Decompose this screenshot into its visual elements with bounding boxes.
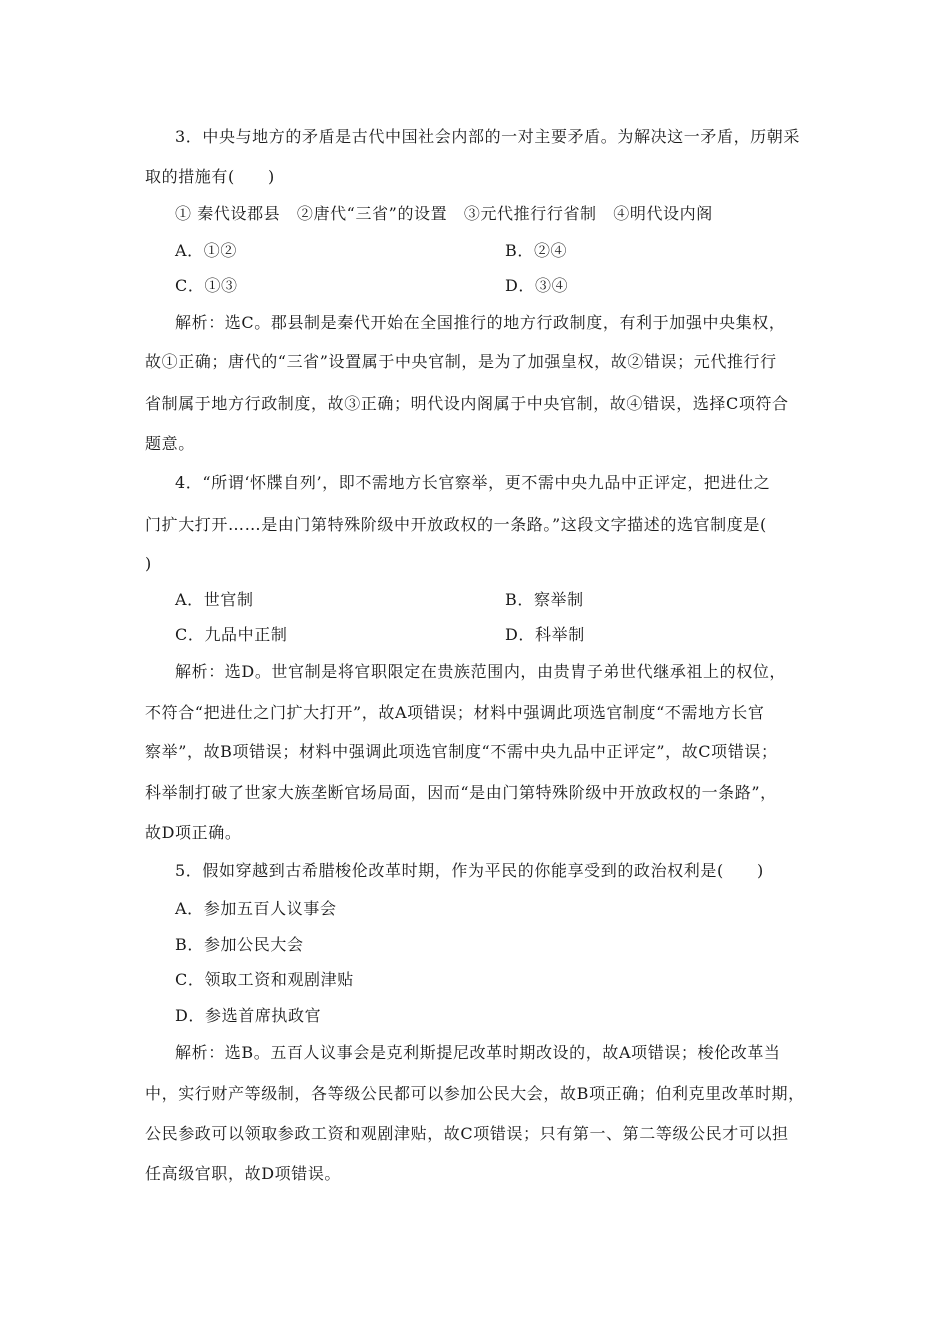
q3-analysis-line-3: 省制属于地方行政制度，故③正确；明代设内阁属于中央官制，故④错误，选择C项符合 bbox=[145, 394, 789, 413]
q4-option-d: D．科举制 bbox=[505, 625, 585, 644]
q5-option-d: D．参选首席执政官 bbox=[175, 1006, 322, 1025]
q3-option-d: D．③④ bbox=[505, 276, 569, 295]
q3-analysis-line-1: 解析：选C。郡县制是秦代开始在全国推行的地方行政制度，有利于加强中央集权， bbox=[175, 313, 786, 332]
q4-stem-line-2: 门扩大打开……是由门第特殊阶级中开放政权的一条路。”这段文字描述的选官制度是( bbox=[145, 515, 767, 534]
q5-option-c: C．领取工资和观剧津贴 bbox=[175, 970, 354, 989]
q4-option-b: B．察举制 bbox=[505, 590, 584, 609]
q3-option-c: C．①③ bbox=[175, 276, 238, 295]
q4-option-c: C．九品中正制 bbox=[175, 625, 288, 644]
q5-analysis-line-1: 解析：选B。五百人议事会是克利斯提尼改革时期改设的，故A项错误；梭伦改革当 bbox=[175, 1043, 781, 1062]
q5-analysis-line-2: 中，实行财产等级制，各等级公民都可以参加公民大会，故B项正确；伯利克里改革时期， bbox=[145, 1084, 805, 1103]
q4-stem-line-1: 4．“所谓‘怀牒自列’，即不需地方长官察举，更不需中央九品中正评定，把进仕之 bbox=[175, 473, 771, 492]
q4-analysis-line-1: 解析：选D。世官制是将官职限定在贵族范围内，由贵胄子弟世代继承祖上的权位， bbox=[175, 662, 787, 681]
q3-items: ① 秦代设郡县 ②唐代“三省”的设置 ③元代推行行省制 ④明代设内阁 bbox=[175, 204, 713, 223]
q3-option-a: A．①② bbox=[175, 241, 237, 260]
q4-analysis-line-4: 科举制打破了世家大族垄断官场局面，因而“是由门第特殊阶级中开放政权的一条路”， bbox=[145, 783, 777, 802]
q3-option-b: B．②④ bbox=[505, 241, 568, 260]
q3-analysis-line-4: 题意。 bbox=[145, 434, 195, 453]
q5-option-b: B．参加公民大会 bbox=[175, 935, 304, 954]
q3-stem-line-2: 取的措施有( ) bbox=[145, 167, 275, 186]
q3-stem-line-1: 3．中央与地方的矛盾是古代中国社会内部的一对主要矛盾。为解决这一矛盾，历朝采 bbox=[175, 127, 800, 146]
q5-analysis-line-3: 公民参政可以领取参政工资和观剧津贴，故C项错误；只有第一、第二等级公民才可以担 bbox=[145, 1124, 789, 1143]
q4-option-a: A．世官制 bbox=[175, 590, 254, 609]
q4-stem-line-3: ) bbox=[145, 554, 152, 573]
q5-stem-line-1: 5．假如穿越到古希腊梭伦改革时期，作为平民的你能享受到的政治权利是( ) bbox=[175, 861, 764, 880]
q4-analysis-line-5: 故D项正确。 bbox=[145, 823, 242, 842]
q5-option-a: A．参加五百人议事会 bbox=[175, 899, 337, 918]
q4-analysis-line-3: 察举”，故B项错误；材料中强调此项选官制度“不需中央九品中正评定”，故C项错误； bbox=[145, 742, 778, 761]
q5-analysis-line-4: 任高级官职，故D项错误。 bbox=[145, 1164, 342, 1183]
q3-analysis-line-2: 故①正确；唐代的“三省”设置属于中央官制，是为了加强皇权，故②错误；元代推行行 bbox=[145, 352, 777, 371]
q4-analysis-line-2: 不符合“把进仕之门扩大打开”，故A项错误；材料中强调此项选官制度“不需地方长官 bbox=[145, 703, 765, 722]
